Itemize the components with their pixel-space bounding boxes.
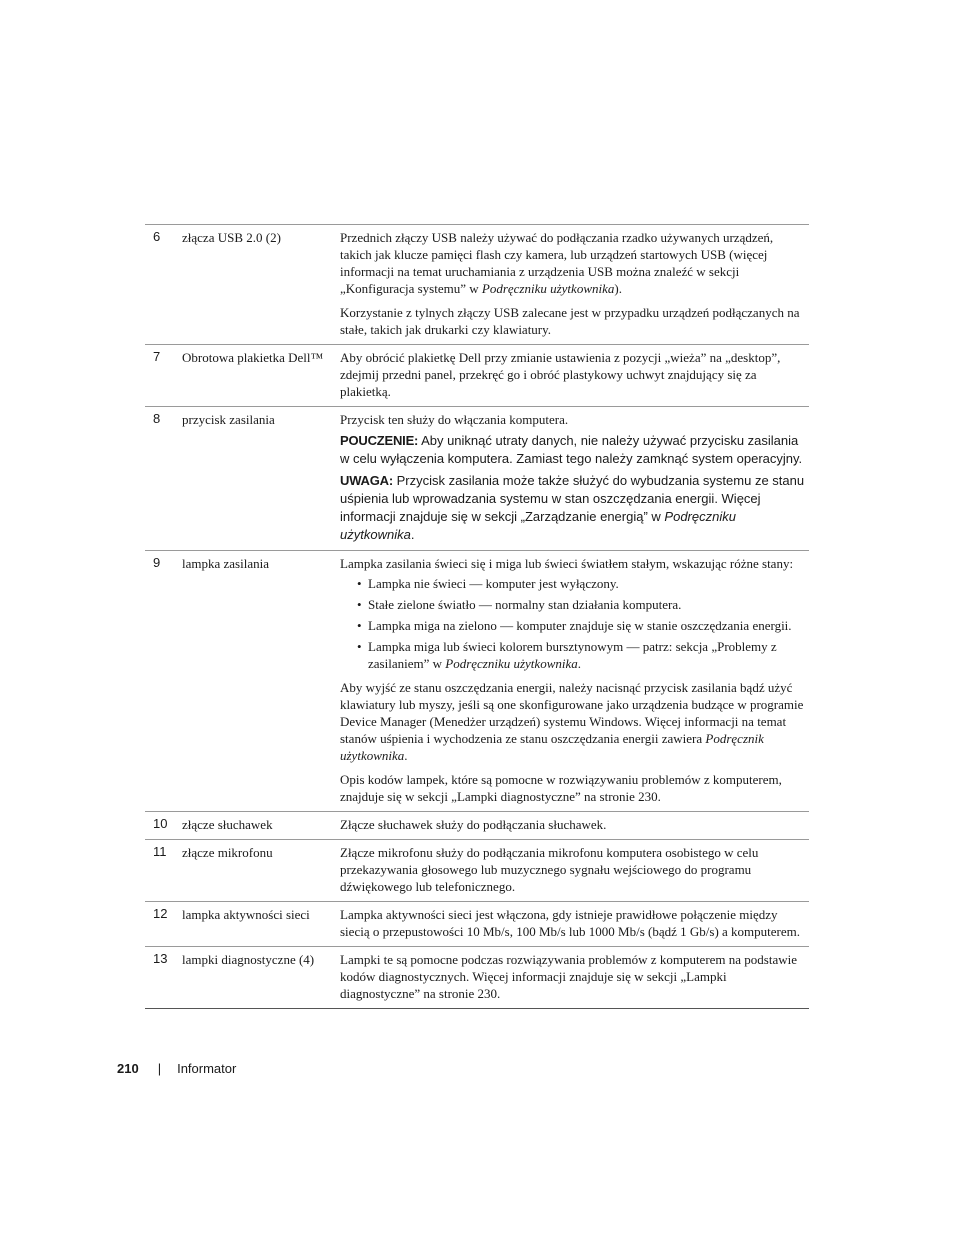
list-item: • Stałe zielone światło — normalny stan działania komputera. xyxy=(358,596,805,613)
description-paragraph: Lampki te są pomocne podczas rozwiązywania problemów z komputerem na podstawie kodów diagnostycznych. Więcej informacji znajduje się w sekcji „Lampki diagnostyczne” na stronie 230. xyxy=(340,952,798,1001)
status-list xyxy=(340,575,805,672)
notice-text: Aby uniknąć utraty danych, nie należy używać przycisku zasilania w celu wyłączenia komputera. Zamiast tego należy zamknąć system operacyjny. xyxy=(340,433,803,466)
description-paragraph: Złącze słuchawek służy do podłączania słuchawek. xyxy=(340,817,607,832)
description-paragraph: Opis kodów lampek, które są pomocne w rozwiązywaniu problemów z komputerem, znajduje się w sekcji „Lampki diagnostyczne” na stronie 230. xyxy=(340,772,782,804)
item-name: lampki diagnostyczne (4) xyxy=(182,952,315,967)
item-name: przycisk zasilania xyxy=(182,412,275,427)
item-number: 12 xyxy=(153,906,168,921)
note-italic: Podręczniku użytkownika xyxy=(340,509,736,542)
notice-label: POUCZENIE: xyxy=(340,433,419,448)
item-description xyxy=(340,345,809,407)
description-paragraph: Lampka aktywności sieci jest włączona, gdy istnieje prawidłowe połączenie między siecią o przepustowości 10 Mb/s, 100 Mb/s lub 1000 Mb/s (bądź 1 Gb/s) a komputerem. xyxy=(340,907,800,939)
item-name: lampka aktywności sieci xyxy=(182,907,310,922)
item-description xyxy=(340,225,809,345)
table-row xyxy=(145,840,809,902)
item-number: 7 xyxy=(153,349,161,364)
description-paragraph: Złącze mikrofonu służy do podłączania mikrofonu komputera osobistego w celu przekazywania głosowego lub muzycznego sygnału wejściowego do programu dźwiękowego lub telefonicznego. xyxy=(340,845,759,894)
item-description xyxy=(340,947,809,1009)
item-description xyxy=(340,407,809,551)
item-number: 6 xyxy=(153,229,161,244)
item-number: 13 xyxy=(153,951,168,966)
description-paragraph: Aby obrócić plakietkę Dell przy zmianie ustawienia z pozycji „wieża” na „desktop”, zdejmij przedni panel, przekręć go i obróć plastykowy uchwyt znajdujący się za plakietką. xyxy=(340,350,781,399)
item-description xyxy=(340,840,809,902)
note-block: UWAGA: Przycisk zasilania może także służyć do wybudzania systemu ze stanu uśpienia lub wprowadzania systemu w stan oszczędzania energii. Więcej informacji znajduje się w sekcji „Zarządzanie energią” w Podręczniku użytkownika. xyxy=(340,473,805,542)
description-paragraph: Lampka zasilania świeci się i miga lub świeci światłem stałym, wskazując różne stany: xyxy=(340,556,794,571)
table-row xyxy=(145,225,809,345)
item-number: 11 xyxy=(153,844,167,859)
item-name: lampka zasilania xyxy=(182,556,269,571)
table-row xyxy=(145,902,809,947)
item-number: 10 xyxy=(153,816,168,831)
description-paragraph: Korzystanie z tylnych złączy USB zalecane jest w przypadku urządzeń podłączanych na stałe, takich jak drukarki czy klawiatury. xyxy=(340,305,800,337)
footer-separator: | xyxy=(157,1061,162,1076)
item-name: złącze mikrofonu xyxy=(182,845,273,860)
item-description xyxy=(340,902,809,947)
description-paragraph: Przednich złączy USB należy używać do podłączania rzadko używanych urządzeń, takich jak klucze pamięci flash czy kamera, lub urządzeń startowych USB (więcej informacji na temat uruchamiania z urządzenia USB można znaleźć w sekcji „Konfiguracja systemu” w Podręczniku użytkownika). xyxy=(340,230,774,296)
section-title: Informator xyxy=(177,1061,237,1076)
note-label: UWAGA: xyxy=(340,473,393,488)
note-text: Przycisk zasilania może także służyć do wybudzania systemu ze stanu uśpienia lub wprowadzania systemu w stan oszczędzania energii. Więcej informacji znajduje się w sekcji „Zarządzanie energią” w xyxy=(340,473,805,524)
item-number: 8 xyxy=(153,411,161,426)
table-row xyxy=(145,947,809,1009)
description-paragraph: Aby wyjść ze stanu oszczędzania energii, należy nacisnąć przycisk zasilania bądź użyć klawiatury lub myszy, jeśli są one skonfigurowane jako urządzenia budzące w programie Device Manager (Menedżer urządzeń) systemu Windows. Więcej informacji na temat stanów uśpienia i wychodzenia ze stanu oszczędzania energii zawiera Podręcznik użytkownika. xyxy=(340,680,804,763)
notice-block xyxy=(340,432,805,468)
description-paragraph: Przycisk ten służy do włączania komputera. xyxy=(340,412,569,427)
item-name: Obrotowa plakietka Dell™ xyxy=(182,350,324,365)
table-row xyxy=(145,551,809,812)
page-number: 210 xyxy=(117,1061,139,1076)
list-item: • Lampka nie świeci — komputer jest wyłączony. xyxy=(358,575,805,592)
list-item: • Lampka miga lub świeci kolorem bursztynowym — patrz: sekcja „Problemy z zasilaniem” w Podręczniku użytkownika. xyxy=(358,638,805,672)
item-name: złącze słuchawek xyxy=(182,817,273,832)
table-row xyxy=(145,345,809,407)
spec-table-container xyxy=(145,224,809,1009)
item-name: złącza USB 2.0 (2) xyxy=(182,230,281,245)
table-row xyxy=(145,407,809,551)
table-row xyxy=(145,812,809,840)
item-description xyxy=(340,812,809,840)
port-description-table xyxy=(145,224,809,1009)
list-item: • Lampka miga na zielono — komputer znajduje się w stanie oszczędzania energii. xyxy=(358,617,805,634)
page-footer xyxy=(117,1061,236,1076)
item-description xyxy=(340,551,809,812)
item-number: 9 xyxy=(153,555,161,570)
